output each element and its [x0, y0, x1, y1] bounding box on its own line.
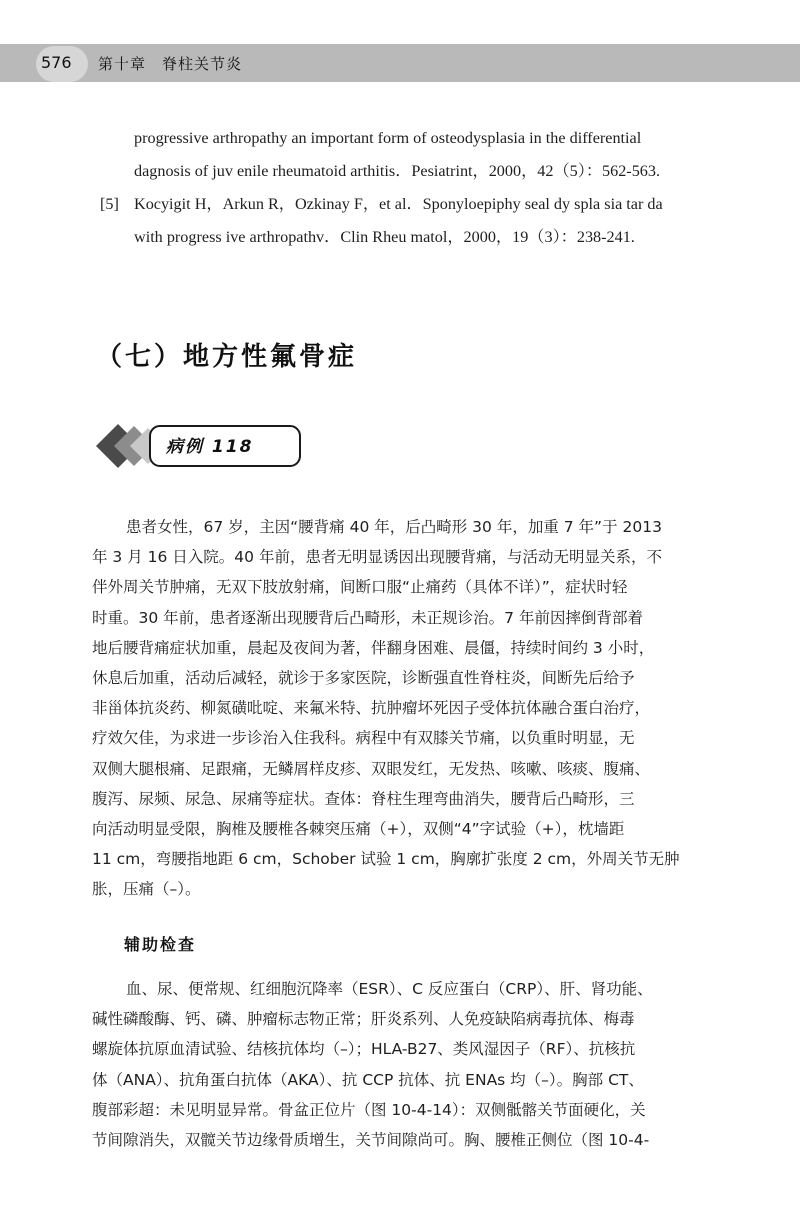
paragraph-line: 向活动明显受限，胸椎及腰椎各棘突压痛（+），双侧“4”字试验（+），枕墙距 [92, 820, 625, 839]
paragraph-line: 胀，压痛（–）。 [92, 880, 201, 899]
reference-list [100, 122, 768, 254]
exam-paragraph [92, 974, 760, 1155]
reference-line [100, 188, 768, 221]
paragraph-line: 节间隙消失，双髋关节边缘骨质增生，关节间隙尚可。胸、腰椎正侧位（图 10-4- [92, 1131, 650, 1150]
case-label: 病例 118 [166, 437, 254, 457]
paragraph-line: 螺旋体抗原血清试验、结核抗体均（–）；HLA-B27、类风湿因子（RF）、抗核抗 [92, 1040, 636, 1059]
paragraph-line: 伴外周关节肿痛，无双下肢放射痛，间断口服“止痛药（具体不详）”，症状时轻 [92, 578, 628, 597]
paragraph-line: 体（ANA）、抗角蛋白抗体（AKA）、抗 CCP 抗体、抗 ENAs 均（–）。胸部 CT、 [92, 1070, 644, 1089]
paragraph-line: 双侧大腿根痛、足跟痛，无鳞屑样皮疹、双眼发红，无发热、咳嗽、咳痰、腹痛、 [92, 759, 651, 778]
reference-number: [5] [100, 195, 119, 213]
paragraph-line: 患者女性，67 岁，主因“腰背痛 40 年，后凸畸形 30 年，加重 7 年”于 2013 [126, 518, 662, 536]
page-number: 576 [41, 53, 72, 72]
reference-line [100, 155, 768, 188]
section-title: （七）地方性氟骨症 [96, 342, 358, 372]
reference-text: dagnosis of juv enile rheumatoid arthitis．Pesiatrint，2000，42（5）：562-563. [134, 162, 661, 180]
paragraph-line: 碱性磷酸酶、钙、磷、肿瘤标志物正常；肝炎系列、人免疫缺陷病毒抗体、梅毒 [92, 1010, 635, 1029]
reference-line [100, 122, 768, 155]
case-header [92, 420, 302, 472]
case-paragraph [92, 512, 760, 905]
paragraph-line: 非甾体抗炎药、柳氮磺吡啶、来氟米特、抗肿瘤坏死因子受体抗体融合蛋白治疗， [92, 699, 651, 718]
reference-text: Kocyigit H，Arkun R，Ozkinay F，et al．Sponyloepiphy seal dy spla sia tar da [134, 195, 663, 213]
reference-text: with progress ive arthropathv．Clin Rheu matol，2000，19（3）：238-241. [134, 228, 635, 246]
paragraph-line: 年 3 月 16 日入院。40 年前，患者无明显诱因出现腰背痛，与活动无明显关系，不 [92, 548, 662, 567]
paragraph-line: 腹泻、尿频、尿急、尿痛等症状。查体：脊柱生理弯曲消失，腰背后凸畸形，三 [92, 789, 635, 808]
reference-line [100, 221, 768, 254]
reference-text: progressive arthropathy an important form of osteodysplasia in the differential [134, 129, 642, 147]
paragraph-line: 时重。30 年前，患者逐渐出现腰背后凸畸形，未正规诊治。7 年前因摔倒背部着 [92, 608, 643, 627]
subheading: 辅助检查 [124, 935, 197, 954]
paragraph-line: 腹部彩超：未见明显异常。骨盆正位片（图 10-4-14）：双侧骶髂关节面硬化，关 [92, 1100, 646, 1119]
paragraph-line: 地后腰背痛症状加重，晨起及夜间为著，伴翻身困难、晨僵，持续时间约 3 小时， [92, 638, 655, 657]
paragraph-line: 血、尿、便常规、红细胞沉降率（ESR）、C 反应蛋白（CRP）、肝、肾功能、 [126, 980, 653, 998]
paragraph-line: 疗效欠佳，为求进一步诊治入住我科。病程中有双膝关节痛，以负重时明显，无 [92, 729, 635, 748]
paragraph-line: 休息后加重，活动后减轻，就诊于多家医院，诊断强直性脊柱炎，间断先后给予 [92, 669, 635, 688]
chapter-title: 第十章 脊柱关节炎 [98, 55, 243, 73]
paragraph-line: 11 cm，弯腰指地距 6 cm，Schober 试验 1 cm，胸廓扩张度 2 cm，外周关节无肿 [92, 850, 680, 869]
